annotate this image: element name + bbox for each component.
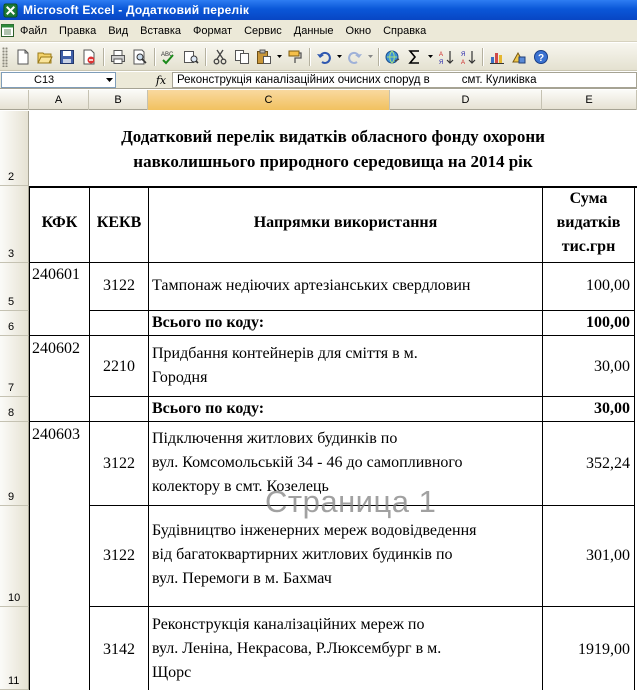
- open-icon[interactable]: [34, 46, 56, 68]
- save-icon[interactable]: [56, 46, 78, 68]
- sum-cell[interactable]: 30,00: [594, 358, 630, 375]
- worksheet-grid[interactable]: [0, 111, 637, 690]
- svg-text:?: ?: [538, 52, 545, 64]
- kfk-cell[interactable]: 240602: [32, 340, 80, 357]
- spelling-icon[interactable]: [158, 46, 180, 68]
- row-header[interactable]: [0, 311, 29, 336]
- permission-icon[interactable]: [78, 46, 100, 68]
- column-header-d[interactable]: D: [390, 90, 542, 110]
- fx-icon[interactable]: fx: [155, 73, 167, 87]
- direction-cell[interactable]: [152, 342, 542, 390]
- row-number: 7: [8, 382, 15, 394]
- header-directions: Напрямки використання: [253, 214, 438, 231]
- paste-icon[interactable]: [253, 46, 275, 68]
- copy-icon[interactable]: [231, 46, 253, 68]
- table-border: [29, 421, 635, 422]
- row-header[interactable]: [0, 506, 29, 607]
- menu-data[interactable]: Данные: [293, 24, 334, 37]
- format-painter-icon[interactable]: [284, 46, 306, 68]
- row-header[interactable]: [0, 397, 29, 422]
- toolbar-separator: [205, 48, 206, 66]
- menu-window[interactable]: Окно: [345, 24, 372, 37]
- kekv-cell[interactable]: 3122: [103, 277, 135, 294]
- header-sum-line: Сума: [569, 190, 608, 207]
- row-number: 5: [8, 296, 15, 308]
- direction-line: вул. Перемоги в м. Бахмач: [152, 570, 332, 587]
- menu-insert[interactable]: Вставка: [140, 24, 182, 37]
- kekv-cell[interactable]: 3142: [103, 641, 135, 658]
- kfk-cell[interactable]: 240603: [32, 426, 80, 443]
- row-number: 10: [8, 592, 21, 604]
- sum-cell[interactable]: 301,00: [586, 547, 630, 564]
- name-box[interactable]: [1, 72, 116, 88]
- menu-view[interactable]: Вид: [108, 24, 129, 37]
- row-number: 9: [8, 491, 15, 503]
- row-number: 6: [8, 321, 15, 333]
- table-border: [29, 335, 635, 336]
- row-header[interactable]: [0, 263, 29, 311]
- print-icon[interactable]: [107, 46, 129, 68]
- header-sum-line: тис.грн: [561, 238, 616, 255]
- redo-icon[interactable]: [344, 46, 366, 68]
- svg-text:А: А: [439, 51, 444, 58]
- sort-ascending-icon[interactable]: [435, 46, 457, 68]
- menu-tools[interactable]: Сервис: [244, 24, 282, 37]
- formula-bar: [0, 72, 637, 89]
- autosum-dropdown-icon[interactable]: [426, 46, 435, 68]
- print-preview-icon[interactable]: [129, 46, 151, 68]
- direction-line: Придбання контейнерів для сміття в м.: [152, 345, 418, 362]
- header-sum: [543, 187, 634, 259]
- sum-cell[interactable]: 352,24: [586, 455, 630, 472]
- kekv-cell[interactable]: 2210: [103, 358, 135, 375]
- drawing-icon[interactable]: [508, 46, 530, 68]
- standard-toolbar: [0, 43, 637, 71]
- direction-line: від багатоквартирних житлових будинків по: [152, 546, 453, 563]
- direction-line: Підключення житлових будинків по: [152, 430, 398, 447]
- redo-dropdown-icon[interactable]: [366, 46, 375, 68]
- column-header-e[interactable]: E: [542, 90, 637, 110]
- research-icon[interactable]: [180, 46, 202, 68]
- sum-cell[interactable]: 1919,00: [578, 641, 630, 658]
- toolbar-separator: [378, 48, 379, 66]
- direction-line: Реконструкція каналізаційних мереж по: [152, 616, 425, 633]
- kekv-cell[interactable]: 3122: [103, 455, 135, 472]
- title-bar: [0, 0, 637, 20]
- menu-file[interactable]: Файл: [20, 24, 48, 37]
- direction-line: Городня: [152, 369, 208, 386]
- direction-line: колектору в смт. Козелець: [152, 478, 329, 495]
- menu-format[interactable]: Формат: [193, 24, 233, 37]
- row-header[interactable]: [0, 111, 29, 186]
- row-header[interactable]: [0, 607, 29, 690]
- toolbar-separator: [482, 48, 483, 66]
- paste-dropdown-icon[interactable]: [275, 46, 284, 68]
- direction-line: Щорс: [152, 664, 192, 681]
- page-watermark: Страница 1: [265, 484, 437, 519]
- direction-cell[interactable]: Тампонаж недіючих артезіанських свердловин: [152, 277, 471, 294]
- direction-line: вул. Леніна, Некрасова, Р.Люксембург в м.: [152, 640, 442, 657]
- autosum-icon[interactable]: [404, 46, 426, 68]
- row-number: 8: [8, 407, 15, 419]
- total-sum-cell[interactable]: 100,00: [586, 314, 630, 331]
- kfk-cell[interactable]: 240601: [32, 266, 80, 283]
- excel-app-icon: [3, 3, 18, 18]
- workbook-icon[interactable]: [0, 21, 14, 41]
- column-header-c[interactable]: C: [148, 90, 390, 110]
- svg-text:Я: Я: [439, 59, 444, 65]
- sheet-title: [29, 124, 637, 174]
- toolbar-separator: [154, 48, 155, 66]
- new-icon[interactable]: [12, 46, 34, 68]
- row-header[interactable]: [0, 336, 29, 397]
- help-icon[interactable]: [530, 46, 552, 68]
- svg-text:ABC: ABC: [161, 51, 174, 58]
- row-number: 11: [8, 675, 20, 687]
- header-kekv: КЕКВ: [96, 214, 142, 231]
- header-kfk: КФК: [41, 214, 78, 231]
- select-all-corner[interactable]: [0, 90, 29, 110]
- toolbar-grip[interactable]: [2, 47, 8, 67]
- undo-icon[interactable]: [313, 46, 335, 68]
- kekv-cell[interactable]: 3122: [103, 547, 135, 564]
- total-sum-cell[interactable]: 30,00: [594, 400, 630, 417]
- direction-line: вул. Комсомольській 34 - 46 до самопливного: [152, 454, 463, 471]
- column-headers: [0, 90, 637, 110]
- menu-bar: [0, 20, 637, 42]
- header-sum-line: видатків: [556, 214, 621, 231]
- total-label-cell[interactable]: Всього по коду:: [152, 314, 265, 331]
- toolbar-separator: [309, 48, 310, 66]
- cut-icon[interactable]: [209, 46, 231, 68]
- sheet-title-line: Додатковий перелік видатків обласного фонду охорони: [121, 127, 545, 146]
- table-border: [89, 606, 635, 607]
- sum-cell[interactable]: 100,00: [586, 277, 630, 294]
- undo-dropdown-icon[interactable]: [335, 46, 344, 68]
- direction-cell[interactable]: [152, 613, 542, 685]
- row-header[interactable]: [0, 422, 29, 506]
- sheet-title-line: навколишнього природного середовища на 2014 рік: [133, 152, 533, 171]
- svg-text:Я: Я: [461, 51, 466, 58]
- row-number: 3: [8, 248, 15, 260]
- name-box-value: C13: [34, 74, 55, 86]
- row-header[interactable]: [0, 186, 29, 263]
- sort-descending-icon[interactable]: [457, 46, 479, 68]
- menu-help[interactable]: Справка: [383, 24, 427, 37]
- svg-text:А: А: [461, 59, 466, 65]
- column-header-b[interactable]: B: [89, 90, 148, 110]
- direction-line: Будівництво інженерних мереж водовідведення: [152, 522, 477, 539]
- row-number: 2: [8, 171, 15, 183]
- direction-cell[interactable]: [152, 519, 542, 591]
- toolbar-separator: [103, 48, 104, 66]
- formula-input[interactable]: Реконструкція каналізаційних очисних споруд в смт. Куликівка: [172, 72, 637, 88]
- menu-edit[interactable]: Правка: [59, 24, 97, 37]
- table-border: [29, 262, 635, 263]
- total-label-cell[interactable]: Всього по коду:: [152, 400, 265, 417]
- hyperlink-icon[interactable]: [382, 46, 404, 68]
- chevron-down-icon[interactable]: [106, 78, 113, 82]
- window-title: Microsoft Excel - Додатковий перелік: [23, 3, 250, 17]
- chart-wizard-icon[interactable]: [486, 46, 508, 68]
- column-header-a[interactable]: A: [29, 90, 89, 110]
